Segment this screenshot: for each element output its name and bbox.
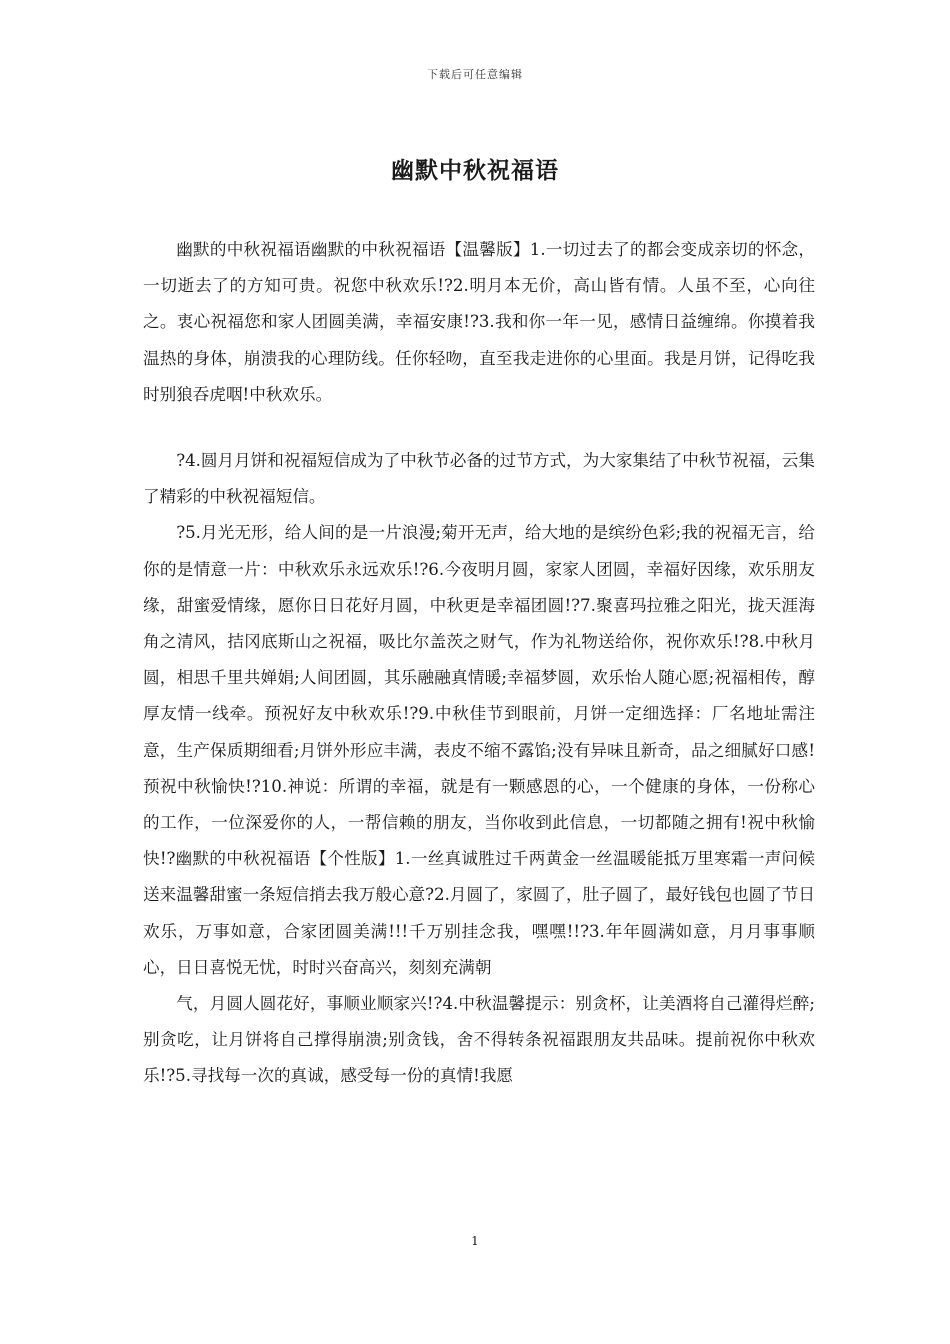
page-number: 1 (471, 1234, 479, 1248)
paragraph-1: 幽默的中秋祝福语幽默的中秋祝福语【温馨版】1.一切过去了的都会变成亲切的怀念，一切逝去了的方知可贵。祝您中秋欢乐!?2.明月本无价，高山皆有情。人虽不至，心向往之。衷心祝福您和家人团圆美满，幸福安康!?3.我和你一年一见，感情日益缠绵。你摸着我温热的身体，崩溃我的心理防线。任你轻吻，直至我走进你的心里面。我是月饼，记得吃我时别狼吞虎咽!中秋欢乐。 (143, 240, 815, 404)
document-body (143, 232, 815, 1095)
paragraph-3: ?5.月光无形，给人间的是一片浪漫;菊开无声，给大地的是缤纷色彩;我的祝福无言，给你的是情意一片：中秋欢乐永远欢乐!?6.今夜明月圆，家家人团圆，幸福好因缘，欢乐朋友缘，甜蜜爱情缘，愿你日日花好月圆，中秋更是幸福团圆!?7.聚喜玛拉雅之阳光，拢天涯海角之清风，拮冈底斯山之祝福，吸比尔盖茨之财气，作为礼物送给你，祝你欢乐!?8.中秋月圆，相思千里共婵娟;人间团圆，其乐融融真情暖;幸福梦圆，欢乐怡人随心愿;祝福相传，醇厚友情一线牵。预祝好友中秋欢乐!?9.中秋佳节到眼前，月饼一定细选择：厂名地址需注意，生产保质期细看;月饼外形应丰满，表皮不缩不露馅;没有异味且新奇，品之细腻好口感!预祝中秋愉快!?10.神说：所谓的幸福，就是有一颗感恩的心，一个健康的身体，一份称心的工作，一位深爱你的人，一帮信赖的朋友，当你收到此信息，一切都随之拥有!祝中秋愉快!?幽默的中秋祝福语【个性版】1.一丝真诚胜过千两黄金一丝温暖能抵万里寒霜一声问候送来温馨甜蜜一条短信捎去我万般心意?2.月圆了，家圆了，肚子圆了，最好钱包也圆了节日欢乐，万事如意，合家团圆美满!!!千万别挂念我，嘿嘿!!?3.年年圆满如意，月月事事顺心，日日喜悦无忧，时时兴奋高兴，刻刻充满朝 (143, 523, 815, 977)
paragraph-4: 气，月圆人圆花好，事顺业顺家兴!?4.中秋温馨提示：别贪杯，让美酒将自己灌得烂醉;别贪吃，让月饼将自己撑得崩溃;别贪钱，舍不得转条祝福跟朋友共品味。提前祝你中秋欢乐!?5.寻找每一次的真诚，感受每一份的真情!我愿 (143, 994, 815, 1086)
document-title: 幽默中秋祝福语 (391, 157, 559, 184)
paragraph-2: ?4.圆月月饼和祝福短信成为了中秋节必备的过节方式，为大家集结了中秋节祝福，云集了精彩的中秋祝福短信。 (143, 451, 815, 507)
header-note: 下载后可任意编辑 (427, 68, 523, 81)
